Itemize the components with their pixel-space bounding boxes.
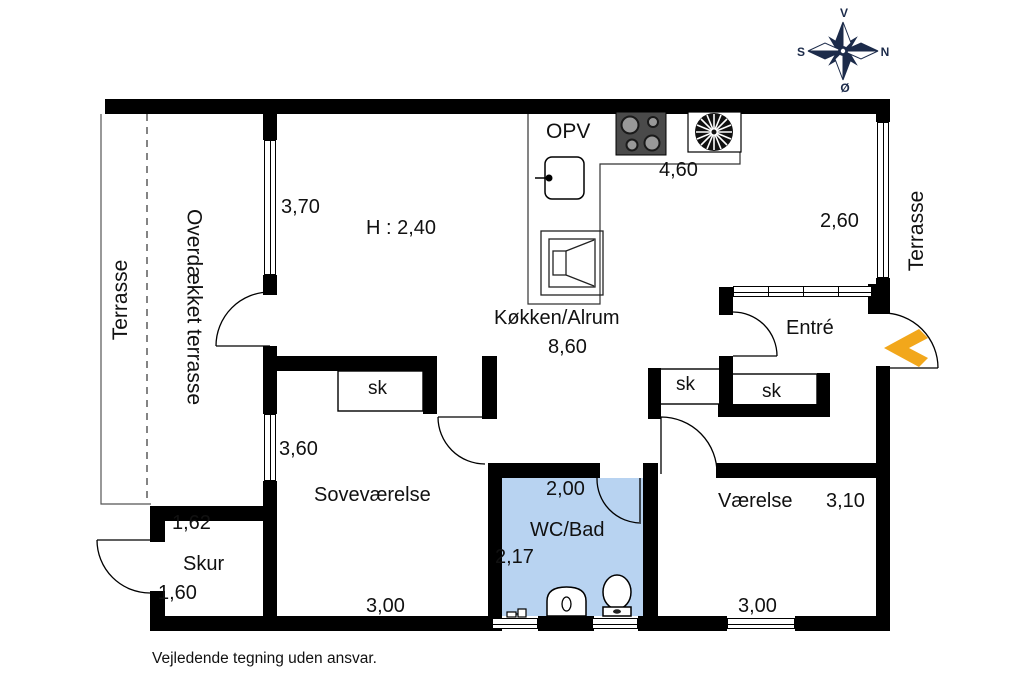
window (264, 140, 276, 275)
wall (876, 366, 890, 631)
compass-west-label: V (839, 6, 848, 20)
compass-rose-icon (808, 22, 878, 80)
dimension: 4,60 (659, 159, 698, 181)
room-label-wc-bad: WC/Bad (530, 519, 605, 541)
room-label-terrasse-left: Terrasse (109, 259, 132, 341)
compass-south-label: S (796, 45, 805, 59)
wall (795, 616, 890, 631)
dimension: 2,17 (495, 546, 534, 568)
wall (643, 463, 658, 631)
room-label-overdaekket-terrasse: Overdækket terrasse (182, 208, 206, 406)
wall (150, 506, 277, 521)
window-band-entre (733, 286, 872, 297)
appliance-label-opv: OPV (546, 120, 591, 143)
dimension: 3,10 (826, 490, 865, 512)
room-label-terrasse-right: Terrasse (905, 190, 928, 272)
wall (719, 287, 733, 315)
wall (482, 356, 497, 419)
room-label-skur: Skur (183, 553, 225, 575)
compass-east-label: Ø (840, 81, 850, 95)
compass-north-label: N (880, 45, 890, 59)
room-door (661, 417, 717, 474)
entrance-arrow-icon (884, 329, 928, 367)
room-label-koekken-alrum: Køkken/Alrum (494, 307, 620, 329)
wall (263, 481, 277, 631)
dimension: 3,70 (281, 196, 320, 218)
shed-door (97, 540, 150, 593)
wall (718, 404, 830, 417)
dimension: 2,00 (546, 478, 585, 500)
cooker-hood-icon (688, 112, 741, 152)
dimension: 1,62 (172, 512, 211, 534)
fireplace-icon (541, 231, 603, 295)
room-label-sovevaerelse: Soveværelse (314, 484, 431, 506)
wall (105, 99, 890, 114)
wall (876, 99, 890, 122)
window (877, 122, 889, 278)
wall (817, 373, 830, 406)
wall (263, 99, 277, 140)
entre-door (733, 312, 777, 356)
closet-label: sk (762, 381, 781, 402)
dimension: 3,00 (366, 595, 405, 617)
wall (648, 368, 661, 419)
closet-label: sk (368, 378, 387, 399)
wall (423, 356, 437, 414)
window (492, 618, 538, 629)
ceiling-height-label: H : 2,40 (366, 217, 437, 239)
disclaimer-text: Vejledende tegning uden ansvar. (152, 650, 377, 667)
kitchen-sink-icon (535, 157, 584, 199)
wall (263, 356, 437, 371)
wall (488, 463, 600, 478)
room-label-entre: Entré (786, 317, 834, 339)
window (264, 414, 276, 481)
stove-icon (616, 112, 666, 155)
wall (538, 616, 594, 631)
room-label-vaerelse: Værelse (718, 490, 793, 512)
wall (150, 506, 165, 542)
dimension: 3,00 (738, 595, 777, 617)
wall (263, 275, 277, 295)
dimension: 3,60 (279, 438, 318, 460)
wall (716, 463, 890, 478)
wall (150, 616, 492, 631)
window (727, 618, 795, 629)
closet-label: sk (676, 374, 695, 395)
window (592, 618, 638, 629)
front-door (883, 313, 938, 368)
dimension: 1,60 (158, 582, 197, 604)
bedroom-door (438, 417, 485, 464)
dimension: 2,60 (820, 210, 859, 232)
dimension: 8,60 (548, 336, 587, 358)
terrace-door (216, 292, 270, 346)
